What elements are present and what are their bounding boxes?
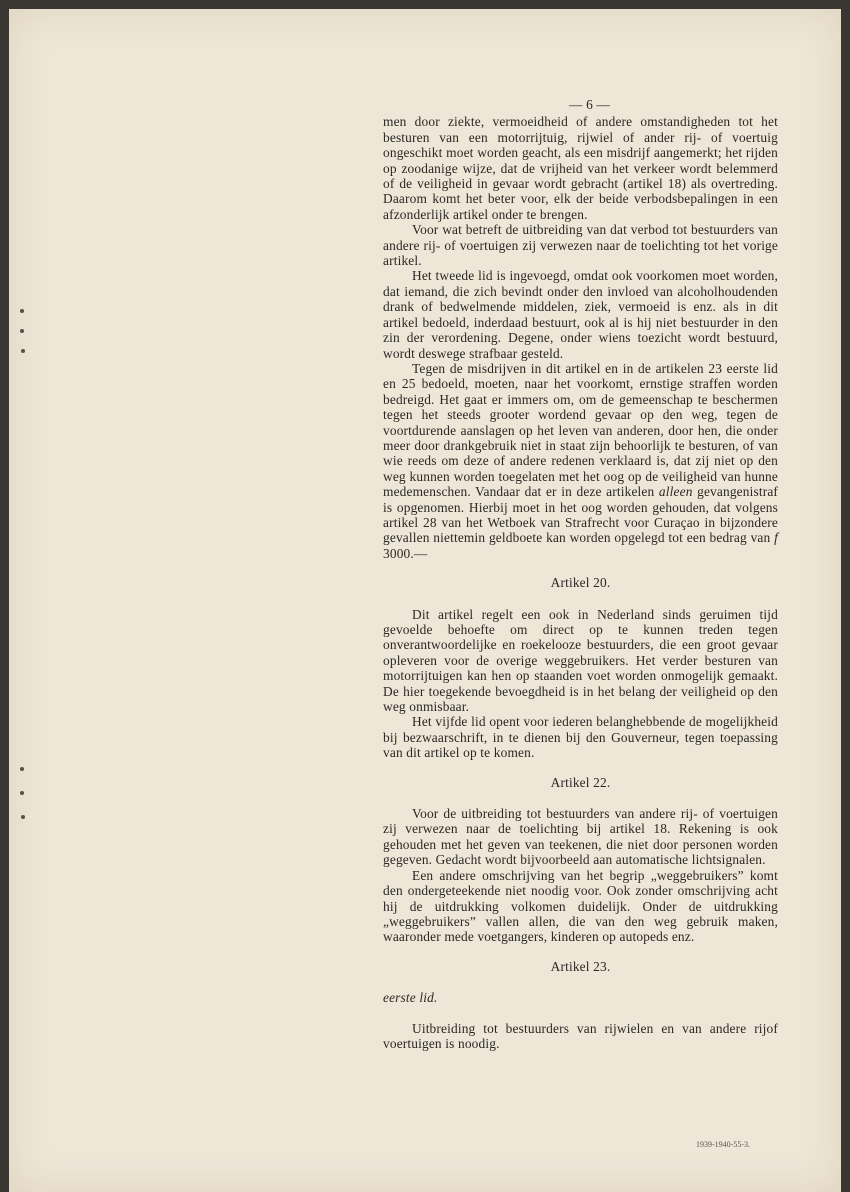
paragraph-7: Voor de uitbreiding tot bestuurders van andere rij- of voertuigen zij verwezen naar de toelichting bij artikel 18. Rekening is ook gehouden met het geven van teekenen, die niet door personen worden gegeven. Gedacht wordt bijvoorbeeld aan automatische lichtsignalen.: [383, 806, 778, 868]
heading-artikel-22: Artikel 22.: [550, 774, 611, 790]
paragraph-4-italic: alleen: [658, 484, 693, 500]
heading-artikel-23: Artikel 23.: [550, 958, 611, 974]
document-page: [9, 9, 841, 1192]
paragraph-4: [383, 361, 778, 561]
paragraph-2: Voor wat betreft de uitbreiding van dat verbod tot bestuurders van andere rij- of voertuigen zij verwezen naar de toelichting tot het vorige artikel.: [383, 222, 778, 269]
paragraph-6: Het vijfde lid opent voor iederen belanghebbende de mogelijkheid bij bezwaarschrift, in te dienen bij den Gouverneur, tegen toepassing van dit artikel op te komen.: [383, 714, 778, 761]
paragraph-4-text-a: Tegen de misdrijven in dit artikel en in de artikelen 23 eerste lid en 25 bedoeld, moeten, naar het voorkomt, ernstige straffen worden bedreigd. Het gaat er immers om, om de gemeenschap te beschermen tegen het steeds grooter wordend gevaar op den weg, tegen de voortdurende aanslagen op het leven van anderen, door hen, die onder meer door drankgebruik niet in staat zijn behoorlijk te besturen, of van wie reeds om deze of andere redenen verklaard is, dat zij niet op den weg kunnen worden toegelaten met het oog op de veiligheid van hunne medemenschen. Vandaar dat er in deze artikelen: [383, 360, 778, 500]
footer-code: 1939-1940-55-3.: [696, 1140, 750, 1149]
lid-label: eerste lid.: [383, 990, 438, 1006]
paragraph-8: Een andere omschrijving van het begrip „weggebruikers” komt den ondergeteekende niet noodig voor. Ook zonder omschrijving acht hij de uitdrukking volkomen duidelijk. Onder de uitdrukking „weggebruikers” vallen allen, die van den weg gebruik maken, waaronder mede voetgangers, kinderen op autopeds enz.: [383, 867, 778, 945]
paragraph-4-amount: 3000.—: [383, 545, 428, 561]
paragraph-9: Uitbreiding tot bestuurders van rijwielen en van andere rijof voertuigen is noodig.: [383, 1020, 778, 1051]
paragraph-1: men door ziekte, vermoeidheid of andere omstandigheden tot het besturen van een motorrijtuig, rijwiel of ander rij- of voertuig ongeschikt moet worden geacht, als een misdrijf aangemerkt; het rijden op zoodanige wijze, dat de vrijheid van het verkeer wordt belemmerd of de veiligheid in gevaar wordt gebracht (artikel 18) als overtreding. Daarom komt het beter voor, elk der beide verbodsbepalingen in een afzonderlijk artikel onder te brengen.: [383, 114, 778, 222]
heading-artikel-20: Artikel 20.: [550, 575, 611, 591]
text-column: [383, 97, 778, 1051]
paragraph-5: Dit artikel regelt een ook in Nederland sinds geruimen tijd gevoelde behoefte om direct op te kunnen treden tegen onverantwoordelijke en roekelooze bestuurders, die een groot gevaar opleveren voor de overige weggebruikers. Het verder besturen van motorrijtuigen kan hen op staanden voet worden onmogelijk gemaakt. De hier toegekende bevoegdheid is in het belang der veiligheid op den weg onmisbaar.: [383, 606, 778, 715]
paragraph-3: Het tweede lid is ingevoegd, omdat ook voorkomen moet worden, dat iemand, die zich bevindt onder den invloed van alcoholhoudenden drank of bedwelmende middelen, ziek, vermoeid is enz. als in dit artikel bedoeld, inderdaad bestuurt, ook al is hij niet bestuurder in den zin der verordening. Degene, onder wiens toezicht wordt bestuurd, wordt deswege strafbaar gesteld.: [383, 268, 778, 361]
page-number: — 6 —: [569, 97, 610, 112]
paragraph-4-currency: f: [774, 530, 778, 546]
paragraph-4-text-b: gevangenistraf is opgenomen. Hierbij moet in het oog worden gehouden, dat volgens artikel 28 van het Wetboek van Strafrecht voor Curaçao in bijzondere gevallen niettemin geldboete kan worden opgelegd tot een bedrag van: [383, 484, 779, 546]
